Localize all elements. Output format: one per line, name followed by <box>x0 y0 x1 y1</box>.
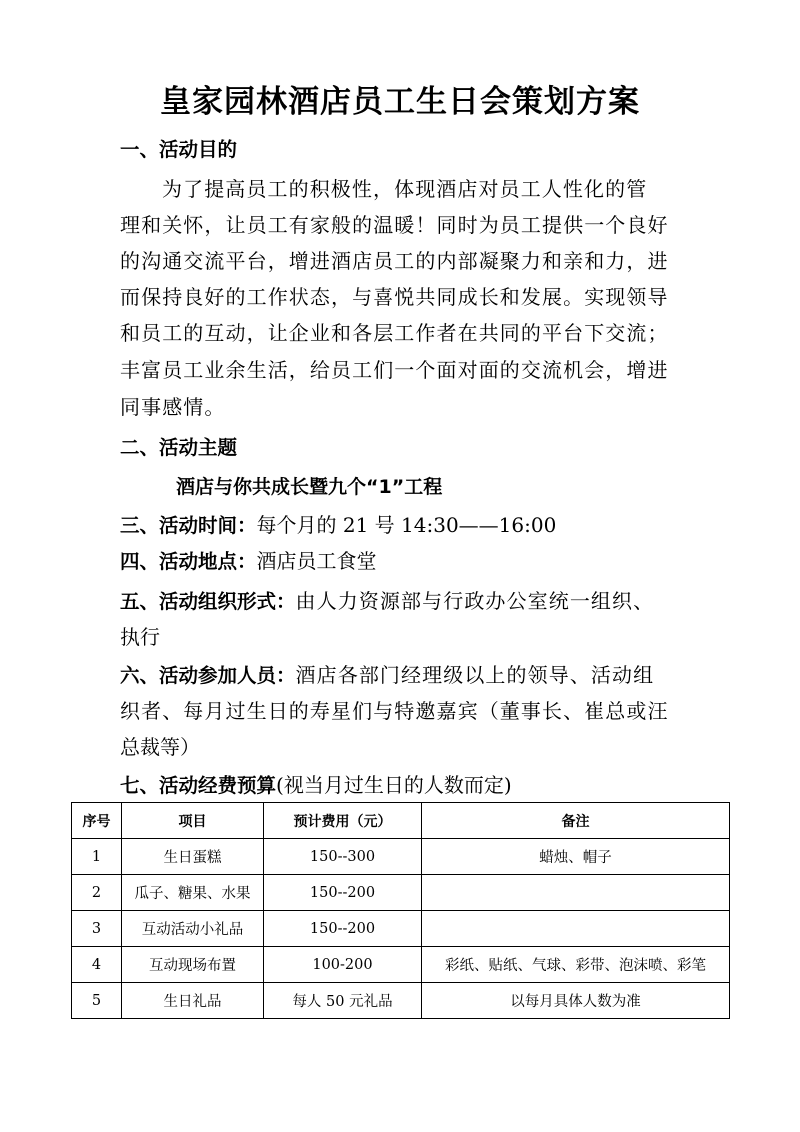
table-row <box>72 875 730 911</box>
cell-cost: 100-200 <box>264 947 422 983</box>
section-organization-cont: 执行 <box>120 625 160 649</box>
cell-cost: 150--300 <box>264 839 422 875</box>
purpose-line-2: 理和关怀，让员工有家般的温暖！同时为员工提供一个良好 <box>120 213 669 237</box>
section-participants-cont-1: 织者、每月过生日的寿星们与特邀嘉宾（董事长、崔总或汪 <box>120 699 669 723</box>
section-budget-heading: 七、活动经费预算 <box>120 774 277 797</box>
section-time <box>120 511 556 540</box>
section-budget <box>120 771 512 800</box>
table-row <box>72 839 730 875</box>
section-participants-cont-2: 总裁等） <box>120 735 200 759</box>
table-header-row <box>72 803 730 839</box>
section-participants-heading: 六、活动参加人员： <box>120 664 296 687</box>
section-organization <box>120 587 654 616</box>
cell-cost: 150--200 <box>264 911 422 947</box>
header-cost: 预计费用（元） <box>264 803 422 839</box>
section-location <box>120 547 377 576</box>
document-title: 皇家园林酒店员工生日会策划方案 <box>160 84 640 120</box>
section-time-heading: 三、活动时间： <box>120 514 257 537</box>
cell-remarks <box>422 911 730 947</box>
cell-item: 互动活动小礼品 <box>122 911 264 947</box>
table-row <box>72 911 730 947</box>
cell-item: 生日礼品 <box>122 983 264 1019</box>
purpose-line-4: 而保持良好的工作状态，与喜悦共同成长和发展。实现领导 <box>120 285 669 309</box>
section-purpose-heading: 一、活动目的 <box>120 138 238 161</box>
cell-index: 1 <box>72 839 122 875</box>
purpose-line-5: 和员工的互动，让企业和各层工作者在共同的平台下交流； <box>120 321 669 345</box>
cell-cost: 150--200 <box>264 875 422 911</box>
section-participants-value: 酒店各部门经理级以上的领导、活动组 <box>295 663 655 687</box>
cell-index: 2 <box>72 875 122 911</box>
cell-item: 瓜子、糖果、水果 <box>122 875 264 911</box>
theme-text: 酒店与你共成长暨九个“1”工程 <box>176 476 443 498</box>
section-location-value: 酒店员工食堂 <box>256 549 377 573</box>
cell-item: 生日蛋糕 <box>122 839 264 875</box>
table-row <box>72 983 730 1019</box>
section-budget-note: (视当月过生日的人数而定) <box>276 773 512 797</box>
cell-remarks <box>422 875 730 911</box>
header-remarks: 备注 <box>422 803 730 839</box>
purpose-line-3: 的沟通交流平台，增进酒店员工的内部凝聚力和亲和力，进 <box>120 249 669 273</box>
section-location-heading: 四、活动地点： <box>120 550 257 573</box>
purpose-line-7: 同事感情。 <box>120 395 226 419</box>
purpose-line-1: 为了提高员工的积极性，体现酒店对员工人性化的管 <box>162 177 648 201</box>
cell-index: 5 <box>72 983 122 1019</box>
cell-item: 互动现场布置 <box>122 947 264 983</box>
table-row <box>72 947 730 983</box>
cell-remarks: 以每月具体人数为准 <box>422 983 730 1019</box>
section-organization-heading: 五、活动组织形式： <box>120 590 296 613</box>
section-theme-heading: 二、活动主题 <box>120 436 238 459</box>
section-organization-value: 由人力资源部与行政办公室统一组织、 <box>295 589 655 613</box>
header-item: 项目 <box>122 803 264 839</box>
cell-index: 3 <box>72 911 122 947</box>
cell-remarks: 彩纸、贴纸、气球、彩带、泡沫喷、彩笔 <box>422 947 730 983</box>
purpose-line-6: 丰富员工业余生活，给员工们一个面对面的交流机会，增进 <box>120 358 669 382</box>
header-index: 序号 <box>72 803 122 839</box>
section-participants <box>120 661 654 690</box>
cell-cost: 每人 50 元礼品 <box>264 983 422 1019</box>
cell-index: 4 <box>72 947 122 983</box>
cell-remarks: 蜡烛、帽子 <box>422 839 730 875</box>
budget-table <box>71 802 730 1019</box>
section-time-value: 每个月的 21 号 14:30——16:00 <box>256 513 557 537</box>
